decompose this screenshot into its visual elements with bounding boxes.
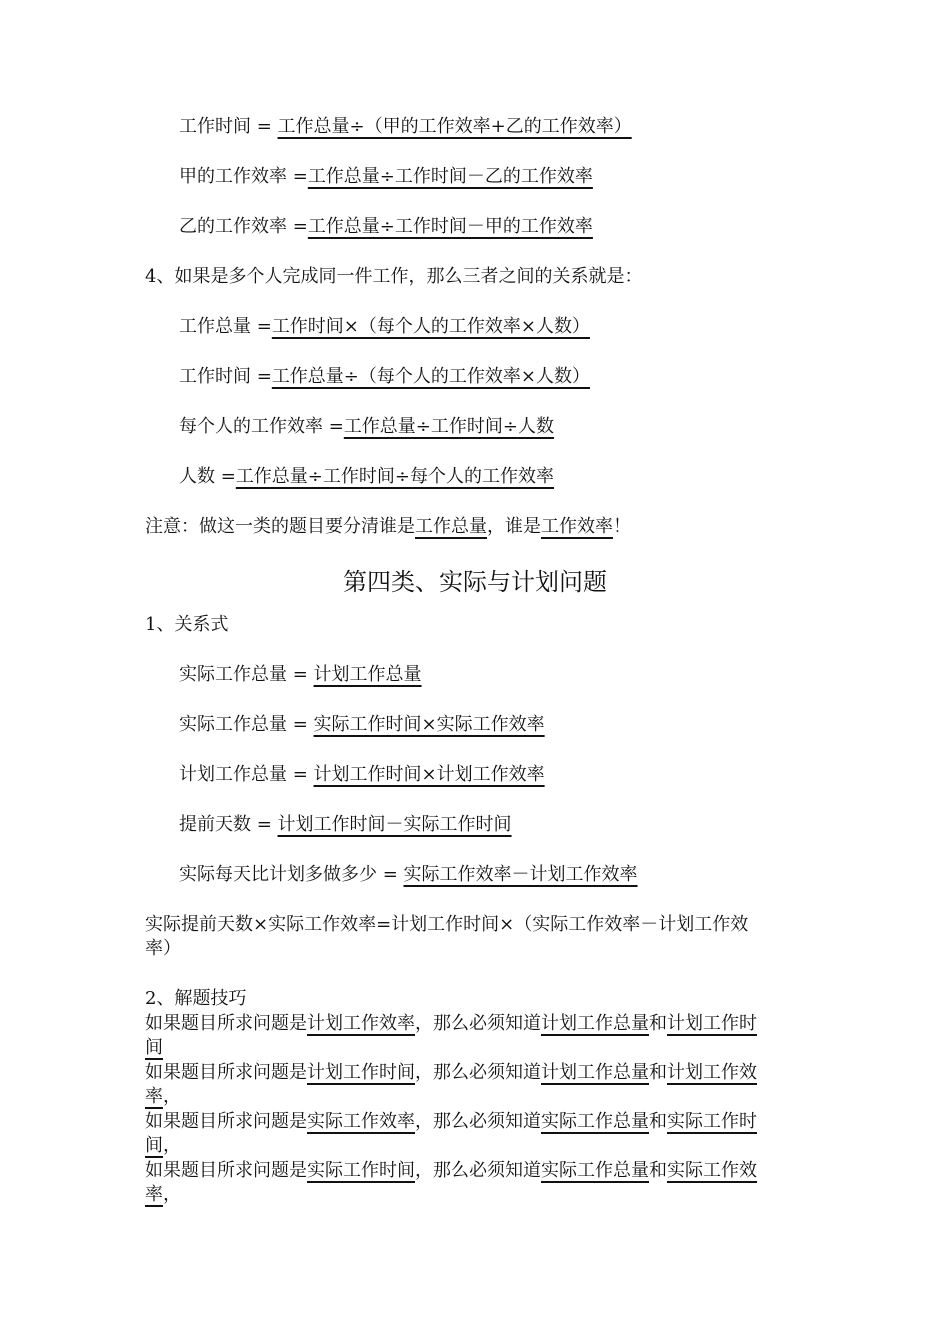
note-underlined: 工作总量: [415, 516, 487, 537]
relation-row: [179, 713, 545, 737]
formula-expression: 工作时间×（每个人的工作效率×人数）: [271, 316, 590, 337]
relation-expression: 实际工作效率－计划工作效率: [403, 864, 638, 885]
note-part: ！: [613, 516, 631, 537]
subheading-relations: 1、关系式: [145, 614, 229, 635]
formula-label: 乙的工作效率 =: [179, 216, 308, 237]
point-4-text: 4、如果是多个人完成同一件工作，那么三者之间的关系就是：: [145, 266, 643, 287]
tip-line: [145, 1159, 757, 1183]
relation-label: 提前天数 =: [179, 814, 278, 835]
formula-people-count: [179, 465, 554, 489]
formula-expression: 工作总量÷（甲的工作效率+乙的工作效率）: [277, 116, 632, 137]
formula-expression: 工作总量÷（每个人的工作效率×人数）: [271, 366, 590, 387]
note-text: [145, 515, 631, 539]
relation-row: [179, 813, 512, 837]
tip-text: 和: [649, 1160, 667, 1181]
relation-expression: 计划工作总量: [313, 664, 422, 685]
tip-underlined: 率: [145, 1086, 163, 1107]
formula-expression: 工作总量÷工作时间÷人数: [343, 416, 554, 437]
tip-underlined: 实际工作效率: [307, 1111, 415, 1132]
relation-label: 实际工作总量 =: [179, 714, 314, 735]
tip-text: ，: [163, 1135, 181, 1156]
formula-yi-efficiency: [179, 215, 593, 239]
formula-label: 人数 =: [179, 466, 236, 487]
formula-label: 每个人的工作效率 =: [179, 416, 344, 437]
formula-expression: 工作总量÷工作时间÷每个人的工作效率: [235, 466, 554, 487]
tip-text: 和: [649, 1111, 667, 1132]
relation-expression: 计划工作时间－实际工作时间: [277, 814, 512, 835]
formula-work-time-multi: [179, 365, 590, 389]
section-title: 第四类、实际与计划问题: [343, 568, 607, 596]
relation-row: [179, 863, 638, 887]
long-relation-line2: 率）: [145, 938, 181, 959]
tip-underlined: 间: [145, 1037, 163, 1058]
tip-underlined: 实际工作时: [667, 1111, 757, 1132]
tip-text: 如果题目所求问题是: [145, 1062, 307, 1083]
tip-text: 和: [649, 1062, 667, 1083]
tip-underlined: 实际工作效: [667, 1160, 757, 1181]
tip-underlined: 计划工作时: [667, 1013, 757, 1034]
tip-text: 如果题目所求问题是: [145, 1013, 307, 1034]
formula-expression: 工作总量÷工作时间－乙的工作效率: [307, 166, 593, 187]
note-underlined: 工作效率: [541, 516, 613, 537]
tip-underlined: 实际工作时间: [307, 1160, 415, 1181]
relation-row: [179, 763, 545, 787]
tip-underlined: 实际工作总量: [541, 1111, 649, 1132]
formula-label: 工作总量 =: [179, 316, 272, 337]
formula-label: 工作时间 =: [179, 366, 272, 387]
tip-underlined: 计划工作总量: [541, 1062, 649, 1083]
relation-expression: 计划工作时间×计划工作效率: [313, 764, 545, 785]
tip-text: ，那么必须知道: [415, 1013, 541, 1034]
tip-line: [145, 1110, 757, 1134]
tip-line-continued: [145, 1183, 181, 1207]
tip-text: ，那么必须知道: [415, 1111, 541, 1132]
tip-line-continued: [145, 1085, 181, 1109]
tip-underlined: 计划工作总量: [541, 1013, 649, 1034]
relation-row: [179, 663, 422, 687]
formula-total-work: [179, 315, 590, 339]
tip-text: 和: [649, 1013, 667, 1034]
tip-underlined: 间: [145, 1135, 163, 1156]
tip-text: 如果题目所求问题是: [145, 1160, 307, 1181]
tip-text: ，: [163, 1184, 181, 1205]
relation-label: 实际工作总量 =: [179, 664, 314, 685]
formula-jia-efficiency: [179, 165, 593, 189]
tip-underlined: 计划工作时间: [307, 1062, 415, 1083]
note-part: ，谁是: [487, 516, 541, 537]
formula-label: 甲的工作效率 =: [179, 166, 308, 187]
tip-underlined: 计划工作效率: [307, 1013, 415, 1034]
formula-per-person-efficiency: [179, 415, 554, 439]
tip-underlined: 计划工作效: [667, 1062, 757, 1083]
relation-expression: 实际工作时间×实际工作效率: [313, 714, 545, 735]
tip-text: 如果题目所求问题是: [145, 1111, 307, 1132]
formula-label: 工作时间 =: [179, 116, 278, 137]
tip-underlined: 实际工作总量: [541, 1160, 649, 1181]
long-relation-line1: 实际提前天数×实际工作效率=计划工作时间×（实际工作效率－计划工作效: [145, 914, 749, 935]
relation-label: 计划工作总量 =: [179, 764, 314, 785]
subheading-tips: 2、解题技巧: [145, 988, 247, 1009]
tip-underlined: 率: [145, 1184, 163, 1205]
tip-text: ，那么必须知道: [415, 1062, 541, 1083]
formula-work-time: [179, 115, 632, 139]
tip-line-continued: [145, 1134, 181, 1158]
tip-line: [145, 1061, 757, 1085]
tip-text: ，: [163, 1086, 181, 1107]
tip-text: ，那么必须知道: [415, 1160, 541, 1181]
note-part: 注意：做这一类的题目要分清谁是: [145, 516, 415, 537]
relation-label: 实际每天比计划多做多少 =: [179, 864, 404, 885]
tip-line: [145, 1012, 757, 1036]
formula-expression: 工作总量÷工作时间－甲的工作效率: [307, 216, 593, 237]
tip-line-continued: [145, 1036, 163, 1060]
